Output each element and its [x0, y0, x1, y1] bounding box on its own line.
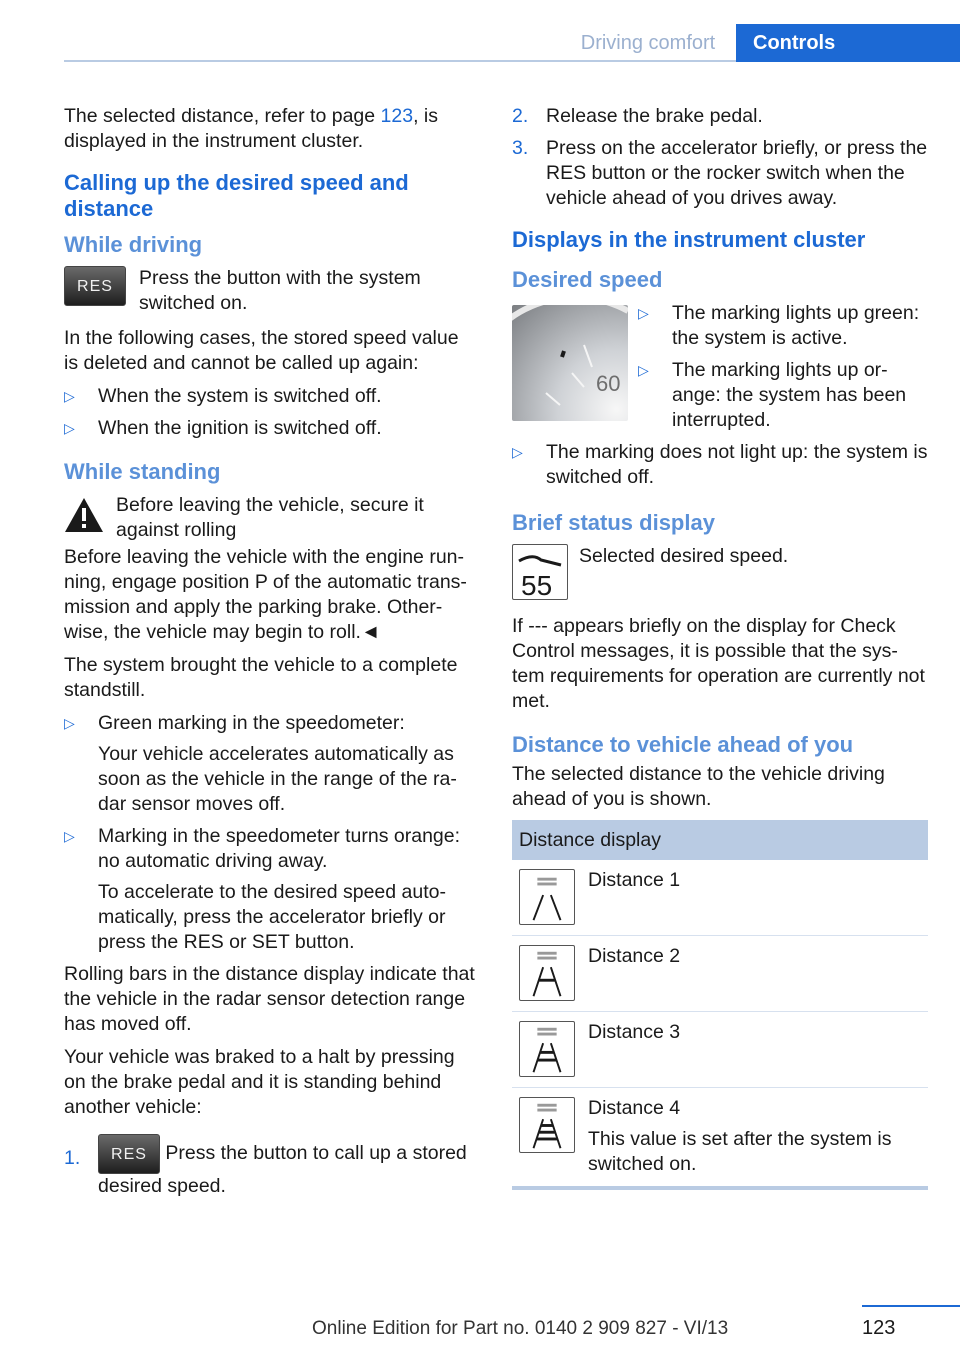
- distance-paragraph: The selected distance to the vehicle driving ahead of you is shown.: [512, 763, 885, 810]
- page-number: 123: [862, 1317, 896, 1339]
- intro-paragraph: The selected distance, refer to page 123, is displayed in the instrument cluster.: [64, 105, 438, 152]
- warning-block: [64, 493, 478, 543]
- distance-1-icon: [519, 869, 575, 925]
- triangle-bullet-icon: ▷: [64, 828, 75, 844]
- list-item: ▷ The marking lights up green: the system is active.: [638, 302, 920, 349]
- steps-list-left: [64, 1134, 478, 1199]
- triangle-bullet-icon: ▷: [512, 444, 523, 460]
- res-instruction-text: Press the button with the system switched on.: [139, 267, 421, 314]
- steps-list-right: [512, 104, 928, 211]
- table-row: Distance 3: [512, 1012, 928, 1088]
- desired-speed-block: [512, 301, 928, 433]
- triangle-bullet-icon: ▷: [64, 420, 75, 436]
- res-button-icon: RES: [64, 266, 126, 306]
- heading-while-standing: While standing: [64, 459, 221, 484]
- desired-speed-list: [638, 301, 928, 433]
- standstill-paragraph: The system brought the vehicle to a complete standstill.: [64, 654, 458, 701]
- table-row: Distance 4 This value is set after the system is switched on.: [512, 1088, 928, 1186]
- heading-distance: Distance to vehicle ahead of you: [512, 732, 854, 757]
- page-link[interactable]: 123: [380, 105, 414, 127]
- edition-text: Online Edition for Part no. 0140 2 909 827 - VI/13: [312, 1318, 729, 1339]
- cases-list: [64, 384, 478, 441]
- check-paragraph: If --- appears briefly on the display for Check Control messages, it is possible that the sys‐tem requirements for operation are currently not met.: [512, 615, 925, 712]
- cases-paragraph: In the following cases, the stored speed value is deleted and cannot be called up again:: [64, 327, 459, 374]
- warning-icon: [64, 497, 104, 533]
- list-item: ▷ The marking lights up or‐ange: the system has been interrupted.: [638, 359, 907, 431]
- res-instruction: [64, 266, 478, 316]
- speedometer-image: [512, 305, 628, 421]
- svg-text:60: 60: [596, 371, 621, 396]
- right-column: [512, 104, 928, 1190]
- triangle-bullet-icon: ▷: [64, 388, 75, 404]
- status-display-icon: [512, 544, 568, 600]
- triangle-bullet-icon: ▷: [64, 715, 75, 731]
- heading-calling-up: Calling up the desired speed and distance: [64, 170, 409, 221]
- list-item: ▷ When the system is switched off.: [64, 385, 382, 407]
- step-item: 1. RES Press the button to call up a stored desired speed.: [64, 1134, 478, 1199]
- rolling-paragraph: Rolling bars in the distance display indicate that the vehicle in the radar sensor detection range has moved off.: [64, 963, 475, 1035]
- warning-text: Before leaving the vehicle with the engine run‐ning, engage position P of the automatic trans‐mission and apply the parking brake. Other‐wise, the vehicle may begin to roll.◄: [64, 546, 467, 643]
- distance-table: [512, 820, 928, 1190]
- braked-paragraph: Your vehicle was braked to a halt by pressing on the brake pedal and it is standing behind another vehicle:: [64, 1046, 455, 1118]
- list-item: ▷ The marking does not light up: the system is switched off.: [512, 441, 928, 488]
- step-item: 3. Press on the accelerator briefly, or press the RES button or the rocker switch when the vehicle ahead of you drives away.: [512, 137, 928, 209]
- triangle-bullet-icon: ▷: [638, 362, 649, 378]
- list-item: ▷ When the ignition is switched off.: [64, 417, 382, 439]
- distance-4-icon: [519, 1097, 575, 1153]
- heading-displays: Displays in the instrument cluster: [512, 227, 866, 252]
- brief-status-text: Selected desired speed.: [579, 545, 789, 567]
- svg-text:55: 55: [521, 570, 553, 600]
- heading-while-driving: While driving: [64, 232, 203, 257]
- table-header: Distance display: [512, 820, 928, 860]
- step-item: 2. Release the brake pedal.: [512, 105, 763, 127]
- footer-rule: [862, 1305, 960, 1307]
- desired-speed-list-2: [512, 440, 928, 490]
- res-button-icon: RES: [98, 1134, 160, 1174]
- heading-brief-status: Brief status display: [512, 510, 715, 535]
- triangle-bullet-icon: ▷: [638, 305, 649, 321]
- brief-status-block: [512, 544, 928, 604]
- speedometer-dial-icon: [512, 305, 628, 421]
- distance-3-icon: [519, 1021, 575, 1077]
- controls-tab[interactable]: Controls: [736, 24, 960, 62]
- section-tab[interactable]: Driving comfort: [580, 32, 716, 54]
- heading-desired-speed: Desired speed: [512, 267, 663, 292]
- table-row: Distance 1: [512, 860, 928, 936]
- distance-2-icon: [519, 945, 575, 1001]
- list-item: ▷ Marking in the speedometer turns orange: no automatic driving away. To accelerate to the desired speed auto‐matically, press the accelerator briefly or press the RES or SET button.: [64, 825, 461, 953]
- warning-title: Before leaving the vehicle, secure it against rolling: [116, 494, 424, 541]
- list-item: ▷ Green marking in the speedometer: Your vehicle accelerates automatically as soon as the vehicle in the range of the ra‐dar sensor moves off.: [64, 712, 457, 815]
- table-row: Distance 2: [512, 936, 928, 1012]
- marking-list: [64, 711, 478, 955]
- left-column: [64, 104, 478, 1206]
